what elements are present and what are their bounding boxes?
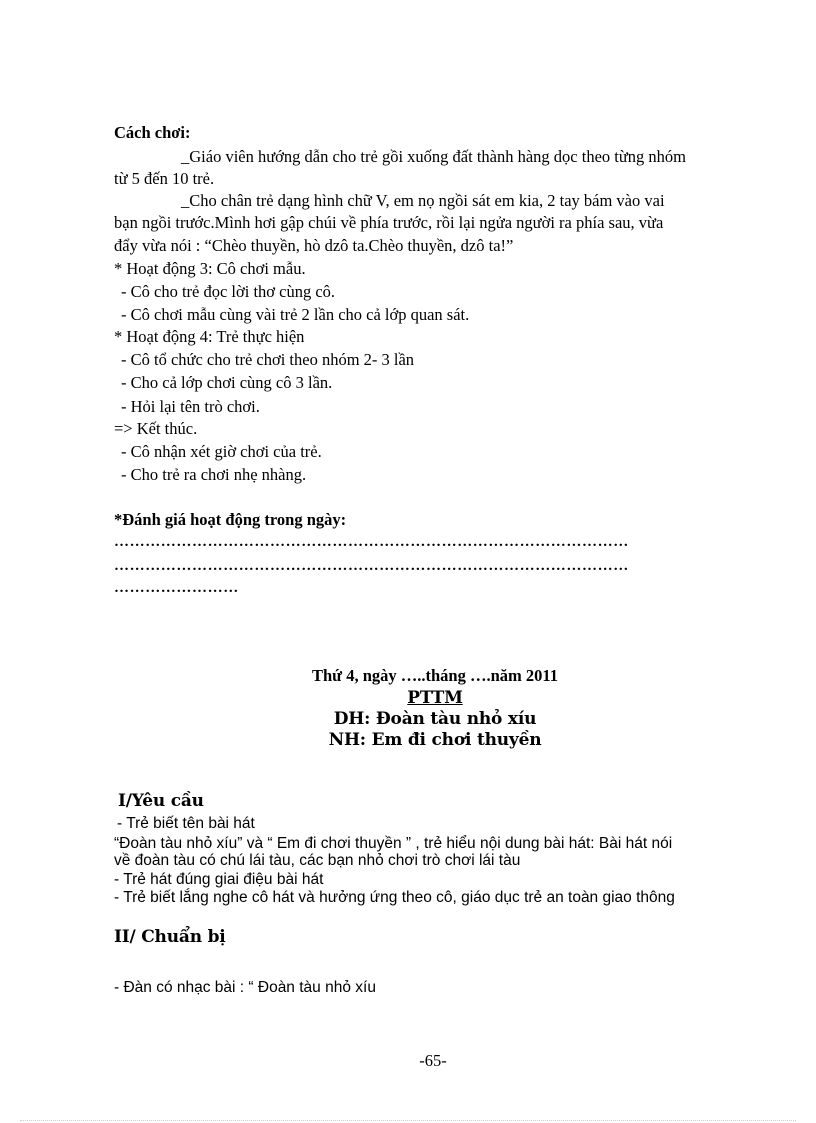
activity-4-heading: * Hoạt động 4: Trẻ thực hiện xyxy=(114,327,305,346)
lesson-subject: PTTM xyxy=(407,688,463,708)
activity-4-item-2: - Cho cả lớp chơi cùng cô 3 lần. xyxy=(121,373,333,392)
evaluation-dotted-line-3: …………………… xyxy=(114,580,239,596)
evaluation-heading: *Đánh giá hoạt động trong ngày: xyxy=(114,510,347,529)
activity-4-item-1: - Cô tổ chức cho trẻ chơi theo nhóm 2- 3 lần xyxy=(121,350,415,369)
how-line-1: _Giáo viên hướng dẫn cho trẻ gồi xuống đất thành hàng dọc theo từng nhóm xyxy=(181,147,687,166)
main-song-title: DH: Đoàn tàu nhỏ xíu xyxy=(333,709,537,729)
requirement-line-3: về đoàn tàu có chú lái tàu, các bạn nhỏ chơi trò chơi lái tàu xyxy=(114,852,521,869)
requirement-line-5: - Trẻ biết lắng nghe cô hát và hưởng ứng theo cô, giáo dục trẻ an toàn giao thông xyxy=(114,889,675,906)
requirements-heading: I/Yêu cầu xyxy=(118,791,204,811)
requirement-line-2: “Đoàn tàu nhỏ xíu” và “ Em đi chơi thuyền ” , trẻ hiểu nội dung bài hát: Bài hát nói xyxy=(114,835,673,852)
activity-3-item-1: - Cô cho trẻ đọc lời thơ cùng cô. xyxy=(121,282,336,301)
requirement-line-4: - Trẻ hát đúng giai điệu bài hát xyxy=(114,871,324,888)
page-bottom-border xyxy=(20,1120,796,1121)
activity-4-item-3: - Hỏi lại tên trò chơi. xyxy=(121,397,260,416)
requirement-line-1: - Trẻ biết tên bài hát xyxy=(117,815,255,832)
listen-song-title: NH: Em đi chơi thuyền xyxy=(328,730,542,750)
conclusion-heading: => Kết thúc. xyxy=(114,419,198,438)
preparation-line-1: - Đàn có nhạc bài : “ Đoàn tàu nhỏ xíu xyxy=(114,979,376,996)
activity-3-item-2: - Cô chơi mẫu cùng vài trẻ 2 lần cho cả lớp quan sát. xyxy=(121,305,470,324)
page-number: -65- xyxy=(419,1051,447,1070)
how-line-4: bạn ngồi trước.Mình hơi gập chúi về phía trước, rồi lại ngửa người ra phía sau, vừa xyxy=(114,213,664,232)
conclusion-item-1: - Cô nhận xét giờ chơi của trẻ. xyxy=(121,442,322,461)
how-to-play-heading: Cách chơi: xyxy=(114,123,191,142)
evaluation-dotted-line-1: ……………………………………………………………………………………… xyxy=(114,534,629,550)
how-line-2: từ 5 đến 10 trẻ. xyxy=(114,169,215,188)
lesson-date: Thứ 4, ngày …..tháng ….năm 2011 xyxy=(312,666,558,685)
activity-3-heading: * Hoạt động 3: Cô chơi mẫu. xyxy=(114,259,306,278)
evaluation-dotted-line-2: ……………………………………………………………………………………… xyxy=(114,558,629,574)
preparation-heading: II/ Chuẩn bị xyxy=(114,927,226,947)
how-line-5: đẩy vừa nói : “Chèo thuyền, hò dzô ta.Chèo thuyền, dzô ta!” xyxy=(114,236,514,255)
conclusion-item-2: - Cho trẻ ra chơi nhẹ nhàng. xyxy=(121,465,307,484)
how-line-3: _Cho chân trẻ dạng hình chữ V, em nọ ngồi sát em kia, 2 tay bám vào vai xyxy=(181,191,665,210)
